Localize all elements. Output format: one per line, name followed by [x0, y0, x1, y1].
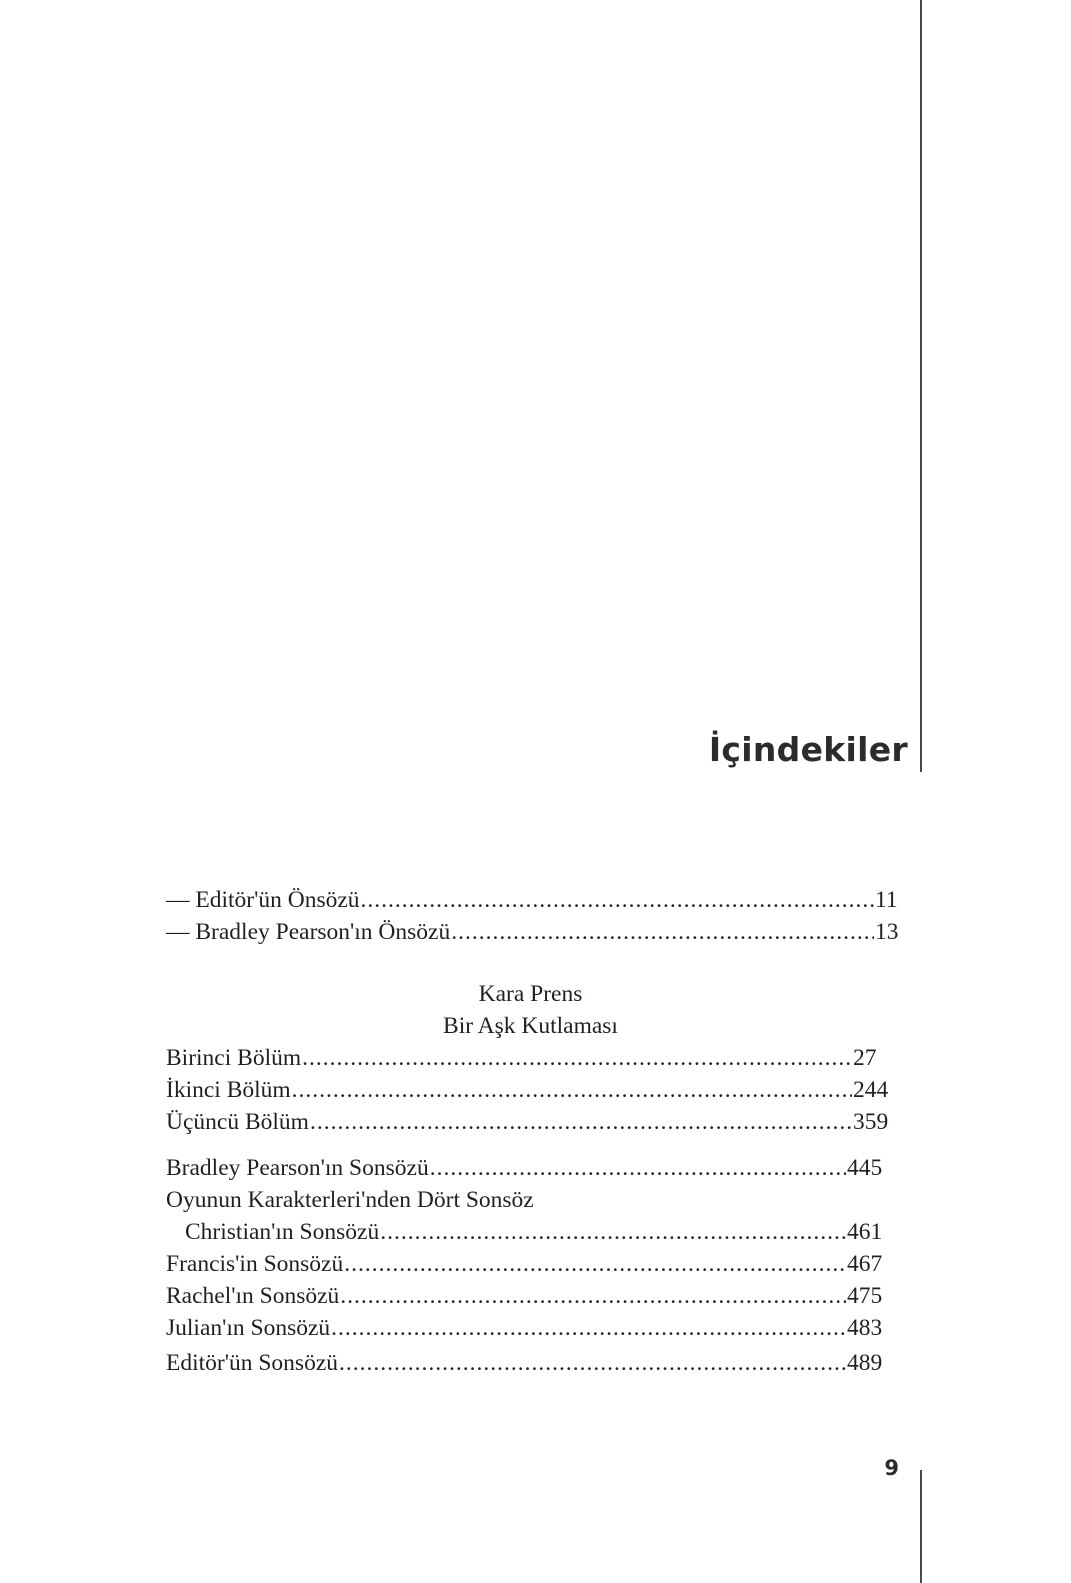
toc-entry-page: 27 [853, 1045, 877, 1071]
toc-entry-christian-afterword[interactable] [166, 1216, 891, 1248]
toc-entry-chapter-3[interactable] [166, 1106, 891, 1138]
toc-leader-dots [292, 1074, 852, 1106]
toc-entry-label: Üçüncü Bölüm [166, 1109, 309, 1135]
toc-entry-page: 359 [853, 1109, 889, 1135]
afterword-list [166, 1152, 891, 1379]
toc-entry-chapter-1[interactable] [166, 1042, 891, 1074]
toc-entry-page: 13 [875, 919, 899, 945]
page-title: İçindekiler [708, 730, 908, 769]
toc-leader-dots [310, 1106, 852, 1138]
toc-leader-dots [340, 1280, 846, 1312]
chapter-list [166, 1042, 891, 1138]
toc-leader-dots [361, 884, 874, 916]
afterword-group-heading: Oyunun Karakterleri'nden Dört Sonsöz [166, 1187, 534, 1213]
toc-entry-page: 461 [847, 1219, 883, 1245]
toc-entry-label: — Editör'ün Önsözü [166, 887, 360, 913]
toc-entry-bradley-foreword[interactable] [166, 916, 901, 948]
page-edge-rule-top [920, 0, 922, 772]
page-number: 9 [884, 1456, 899, 1480]
part-heading [158, 978, 903, 1042]
toc-entry-editor-foreword[interactable] [166, 884, 901, 916]
toc-leader-dots [302, 1042, 852, 1074]
page-edge-rule-bottom [920, 1470, 922, 1583]
toc-entry-label: Rachel'ın Sonsözü [166, 1283, 340, 1309]
toc-entry-page: 475 [847, 1283, 883, 1309]
toc-entry-julian-afterword[interactable] [166, 1312, 891, 1344]
toc-entry-editor-afterword[interactable] [166, 1347, 891, 1379]
part-subtitle: Bir Aşk Kutlaması [443, 1013, 618, 1039]
toc-entry-page: 483 [847, 1315, 883, 1341]
toc-leader-dots [339, 1347, 846, 1379]
toc-entry-rachel-afterword[interactable] [166, 1280, 891, 1312]
toc-entry-label: Birinci Bölüm [166, 1045, 302, 1071]
toc-entry-francis-afterword[interactable] [166, 1248, 891, 1280]
toc-entry-bradley-afterword[interactable] [166, 1152, 891, 1184]
toc-leader-dots [430, 1152, 846, 1184]
toc-entry-label: Editör'ün Sonsözü [166, 1350, 338, 1376]
toc-entry-label: Francis'in Sonsözü [166, 1251, 344, 1277]
toc-entry-label: İkinci Bölüm [166, 1077, 291, 1103]
toc-leader-dots [331, 1312, 846, 1344]
toc-entry-chapter-2[interactable] [166, 1074, 891, 1106]
toc-leader-dots [451, 916, 874, 948]
toc-entry-label: — Bradley Pearson'ın Önsözü [166, 919, 451, 945]
table-of-contents [166, 884, 901, 1379]
toc-entry-page: 445 [847, 1155, 883, 1181]
toc-entry-label: Julian'ın Sonsözü [166, 1315, 331, 1341]
part-title: Kara Prens [478, 981, 583, 1007]
toc-entry-page: 489 [847, 1350, 883, 1376]
toc-entry-page: 244 [853, 1077, 889, 1103]
toc-entry-page: 11 [875, 887, 898, 913]
toc-entry-label: Bradley Pearson'ın Sonsözü [166, 1155, 429, 1181]
toc-entry-page: 467 [847, 1251, 883, 1277]
toc-leader-dots [380, 1216, 846, 1248]
toc-entry-label: Christian'ın Sonsözü [185, 1219, 380, 1245]
toc-leader-dots [344, 1248, 846, 1280]
